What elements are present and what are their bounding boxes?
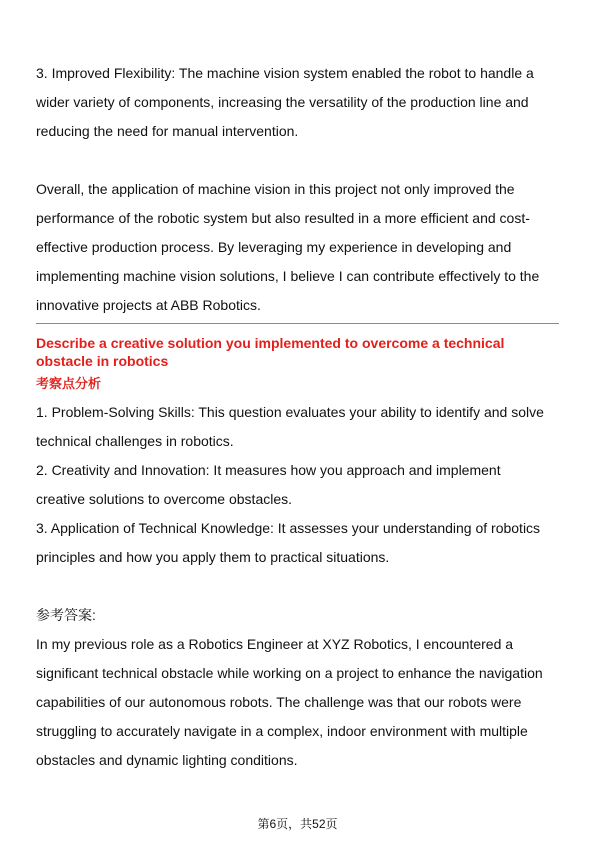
text-line: technical challenges in robotics. — [36, 433, 234, 449]
question-line: Describe a creative solution you implemented to overcome a technical — [36, 335, 505, 351]
text-line: effective production process. By leveraging my experience in developing and — [36, 239, 512, 255]
answer-paragraph — [36, 630, 559, 775]
text-line: wider variety of components, increasing the versatility of the production line and — [36, 94, 529, 110]
text-line: obstacles and dynamic lighting conditions. — [36, 752, 298, 768]
paragraph-gap — [36, 572, 559, 601]
text-line: In my previous role as a Robotics Engineer at XYZ Robotics, I encountered a — [36, 636, 514, 652]
text-line: 1. Problem-Solving Skills: This question evaluates your ability to identify and solve — [36, 404, 544, 420]
answer-title: 参考答案: — [36, 607, 96, 623]
paragraph-overall — [36, 175, 559, 320]
text-line: 3. Improved Flexibility: The machine vision system enabled the robot to handle a — [36, 65, 534, 81]
text-line: significant technical obstacle while working on a project to enhance the navigation — [36, 665, 543, 681]
text-line: Overall, the application of machine vision in this project not only improved the — [36, 181, 515, 197]
text-line: capabilities of our autonomous robots. The challenge was that our robots were — [36, 694, 522, 710]
text-line: 2. Creativity and Innovation: It measures how you approach and implement — [36, 462, 501, 478]
question-heading — [36, 334, 559, 370]
paragraph-improved-flexibility — [36, 59, 559, 146]
section-divider — [36, 323, 559, 324]
text-line: reducing the need for manual intervention. — [36, 123, 299, 139]
analysis-title: 考察点分析 — [36, 376, 102, 391]
text-line: 3. Application of Technical Knowledge: It assesses your understanding of robotics — [36, 520, 541, 536]
text-line: performance of the robotic system but also resulted in a more efficient and cost- — [36, 210, 530, 226]
page-number: 第6页，共52页 — [257, 817, 338, 831]
text-line: creative solutions to overcome obstacles. — [36, 491, 293, 507]
text-line: principles and how you apply them to practical situations. — [36, 549, 390, 565]
text-line: innovative projects at ABB Robotics. — [36, 297, 261, 313]
question-line: obstacle in robotics — [36, 353, 169, 369]
document-page — [36, 59, 559, 775]
paragraph-gap — [36, 146, 559, 175]
analysis-list — [36, 398, 559, 572]
text-line: struggling to accurately navigate in a complex, indoor environment with multiple — [36, 723, 528, 739]
text-line: implementing machine vision solutions, I believe I can contribute effectively to the — [36, 268, 540, 284]
